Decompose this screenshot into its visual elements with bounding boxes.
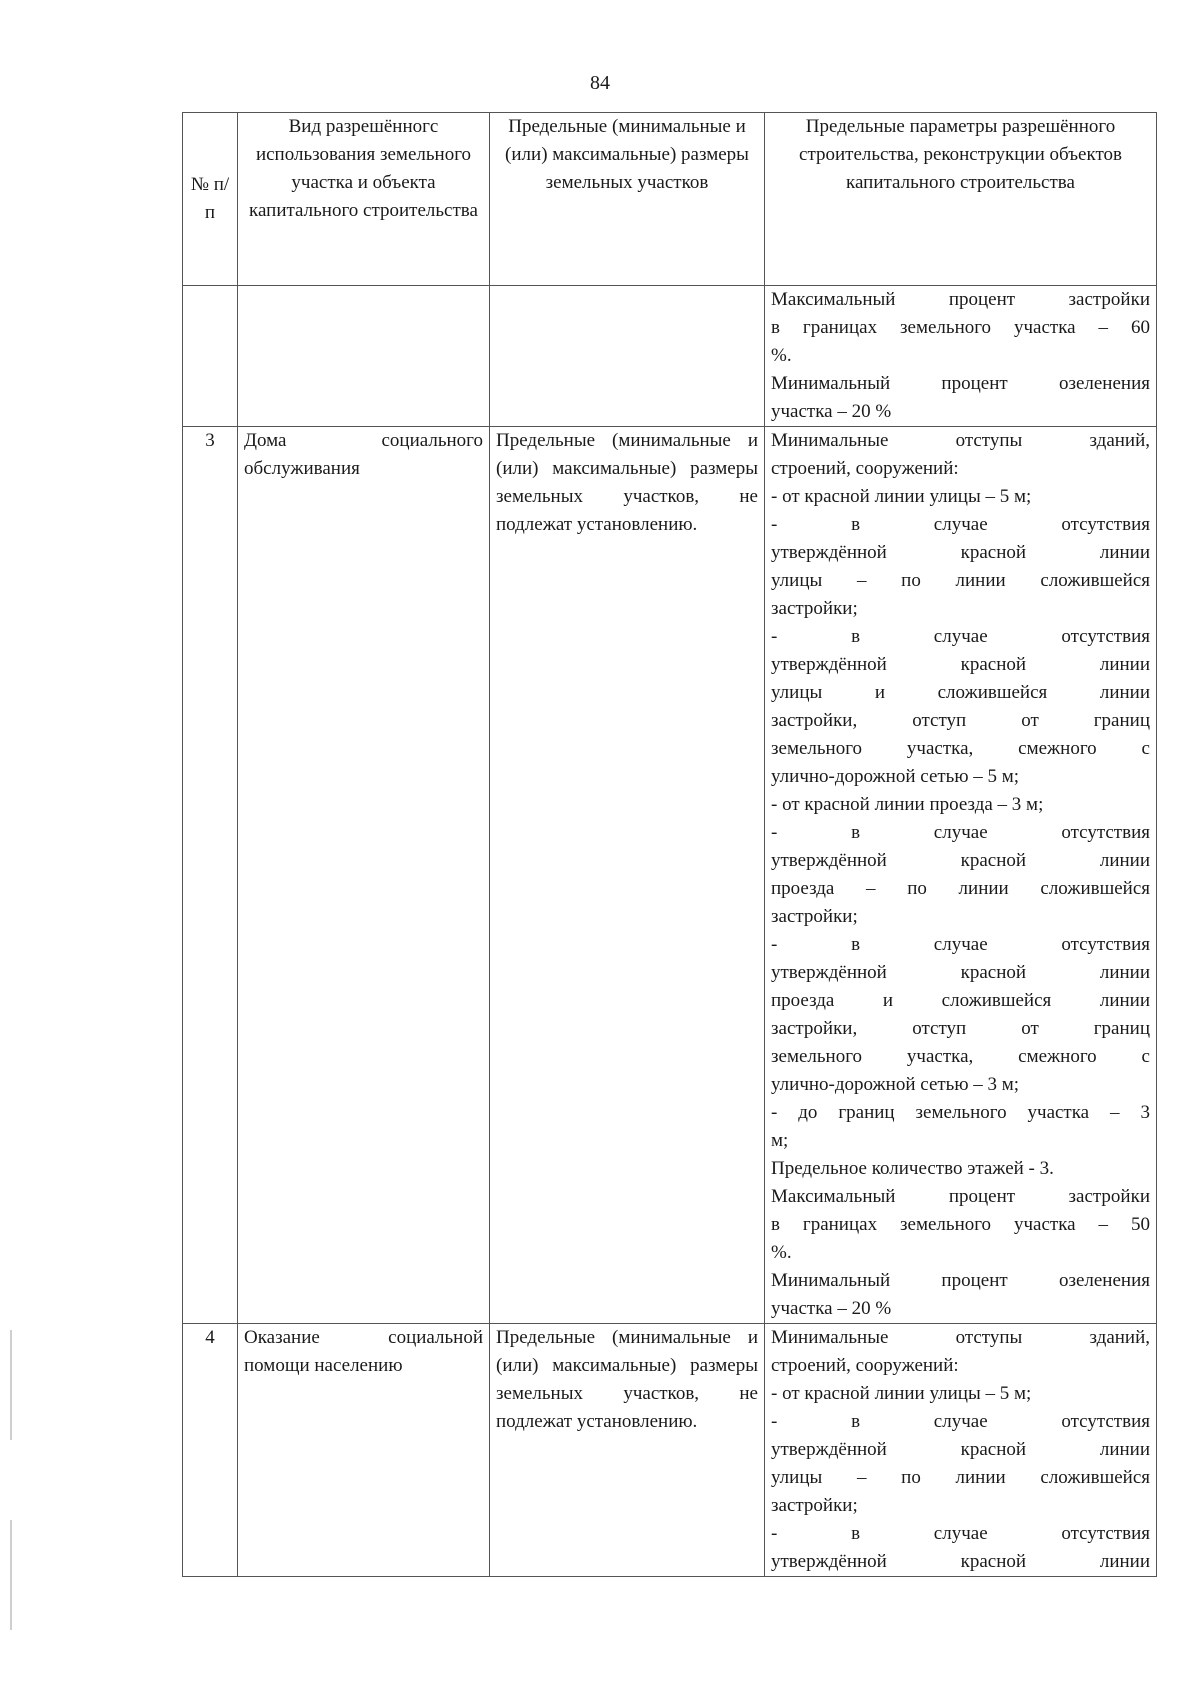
row-params: [765, 286, 1157, 427]
param-line: улицы – по линии сложившейся: [771, 1467, 1150, 1488]
param-line: - от красной линии улицы – 5 м;: [771, 486, 1032, 507]
row-plot-sizes: [490, 286, 765, 427]
param-line: Максимальный процент застройки: [771, 289, 1150, 310]
param-line: - до границ земельного участка – 3: [771, 1102, 1150, 1123]
param-line: - в случае отсутствия: [771, 822, 1150, 843]
row-num: 3: [183, 427, 238, 1324]
param-line: - в случае отсутствия: [771, 934, 1150, 955]
param-line: застройки;: [771, 1495, 858, 1516]
param-line: в границах земельного участка – 50: [771, 1214, 1150, 1235]
param-line: %.: [771, 345, 792, 366]
param-line: в границах земельного участка – 60: [771, 317, 1150, 338]
param-line: улично-дорожной сетью – 3 м;: [771, 1074, 1020, 1095]
table-row: [183, 427, 1157, 1324]
param-line: земельного участка, смежного с: [771, 738, 1150, 759]
regulations-table: [182, 112, 1157, 1577]
param-line: застройки;: [771, 906, 858, 927]
param-line: проезда – по линии сложившейся: [771, 878, 1150, 899]
table-row: [183, 286, 1157, 427]
param-line: утверждённой красной линии: [771, 1551, 1150, 1572]
param-line: застройки, отступ от границ: [771, 710, 1150, 731]
param-line: утверждённой красной линии: [771, 962, 1150, 983]
param-line: Минимальные отступы зданий,: [771, 1327, 1150, 1348]
param-line: - от красной линии проезда – 3 м;: [771, 794, 1044, 815]
param-line: утверждённой красной линии: [771, 850, 1150, 871]
row-params: [765, 427, 1157, 1324]
param-line: - от красной линии улицы – 5 м;: [771, 1383, 1032, 1404]
param-line: утверждённой красной линии: [771, 1439, 1150, 1460]
table-header-row: [183, 113, 1157, 286]
param-line: улицы – по линии сложившейся: [771, 570, 1150, 591]
row-plot-sizes: Предельные (минимальные и (или) максимальные) размеры земельных участков, не подлежат установлению.: [490, 427, 765, 1324]
row-use-type: [238, 286, 490, 427]
param-line: Минимальные отступы зданий,: [771, 430, 1150, 451]
header-num: № п/п: [183, 113, 238, 286]
header-params: Предельные параметры разрешённого строительства, реконструкции объектов капитального строительства: [765, 113, 1157, 286]
param-line: участка – 20 %: [771, 1298, 892, 1319]
row-plot-sizes: Предельные (минимальные и (или) максимальные) размеры земельных участков, не подлежат установлению.: [490, 1324, 765, 1577]
param-line: застройки;: [771, 598, 858, 619]
param-line: - в случае отсутствия: [771, 1523, 1150, 1544]
param-line: м;: [771, 1130, 789, 1151]
header-plot-sizes: Предельные (минимальные и (или) максимальные) размеры земельных участков: [490, 113, 765, 286]
param-line: - в случае отсутствия: [771, 1411, 1150, 1432]
param-line: строений, сооружений:: [771, 458, 959, 479]
param-line: участка – 20 %: [771, 401, 892, 422]
param-line: %.: [771, 1242, 792, 1263]
param-line: улично-дорожной сетью – 5 м;: [771, 766, 1020, 787]
param-line: - в случае отсутствия: [771, 626, 1150, 647]
header-use-type: Вид разрешённогс использования земельного участка и объекта капитального строительства: [238, 113, 490, 286]
param-line: строений, сооружений:: [771, 1355, 959, 1376]
param-line: проезда и сложившейся линии: [771, 990, 1150, 1011]
param-line: земельного участка, смежного с: [771, 1046, 1150, 1067]
table-row: [183, 1324, 1157, 1577]
row-num: [183, 286, 238, 427]
row-use-type: Дома социального обслуживания: [238, 427, 490, 1324]
row-params: [765, 1324, 1157, 1577]
scan-edge-mark: [10, 1520, 12, 1630]
param-line: застройки, отступ от границ: [771, 1018, 1150, 1039]
row-num: 4: [183, 1324, 238, 1577]
param-line: - в случае отсутствия: [771, 514, 1150, 535]
param-line: Минимальный процент озеленения: [771, 373, 1150, 394]
param-line: Предельное количество этажей - 3.: [771, 1158, 1054, 1179]
scan-edge-mark: [10, 1330, 12, 1440]
param-line: Максимальный процент застройки: [771, 1186, 1150, 1207]
page-number: 84: [590, 72, 610, 94]
param-line: утверждённой красной линии: [771, 542, 1150, 563]
param-line: улицы и сложившейся линии: [771, 682, 1150, 703]
row-use-type: Оказание социальной помощи населению: [238, 1324, 490, 1577]
param-line: утверждённой красной линии: [771, 654, 1150, 675]
param-line: Минимальный процент озеленения: [771, 1270, 1150, 1291]
